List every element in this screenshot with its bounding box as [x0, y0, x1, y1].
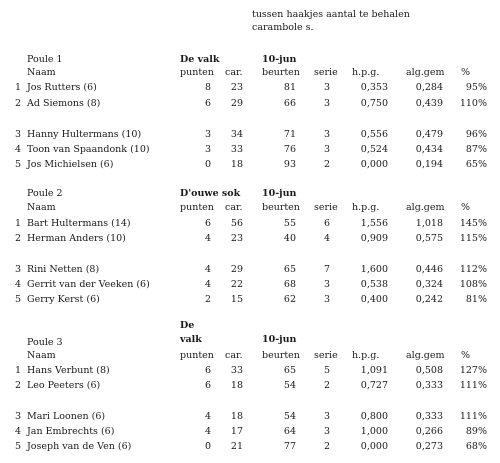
cell-serie: 2: [323, 380, 330, 391]
player-name: Hans Verbunt (8): [27, 365, 110, 376]
player-name: Gerrit van der Veeken (6): [27, 279, 150, 290]
player-name: Hanny Hultermans (10): [27, 129, 142, 140]
column-header-punten: punten: [180, 202, 214, 213]
cell-beurten: 54: [283, 411, 296, 422]
cell-car: 34: [230, 129, 243, 140]
cell-car: 23: [230, 233, 243, 244]
column-header-row: [0, 201, 500, 215]
table-row: [0, 232, 500, 246]
cell-hpg: 0,000: [360, 159, 388, 170]
cell-beurten: 77: [283, 441, 296, 452]
cell-punten: 6: [204, 380, 211, 391]
cell-beurten: 71: [283, 129, 296, 140]
cell-beurten: 65: [283, 365, 296, 376]
cell-alg: 1,018: [415, 218, 443, 229]
rank-number: 2: [14, 98, 21, 109]
cell-alg: 0,324: [415, 279, 443, 290]
poule-title-row: [0, 187, 500, 201]
column-header-beurten: beurten: [262, 350, 300, 361]
table-row: [0, 97, 500, 111]
column-header-car: car.: [225, 202, 243, 213]
cell-alg: 0,194: [415, 159, 443, 170]
cell-punten: 4: [204, 426, 211, 437]
poule-title: Poule 2: [27, 188, 63, 199]
rank-number: 3: [14, 264, 21, 275]
cell-punten: 4: [204, 411, 211, 422]
cell-serie: 3: [323, 129, 330, 140]
rank-number: 5: [14, 441, 21, 452]
cell-car: 18: [230, 411, 243, 422]
cell-serie: 5: [323, 365, 330, 376]
rank-number: 2: [14, 233, 21, 244]
player-name: Mari Loonen (6): [27, 411, 106, 422]
cell-beurten: 62: [283, 294, 296, 305]
player-name: Ad Siemons (8): [27, 98, 101, 109]
cell-alg: 0,266: [415, 426, 443, 437]
cell-serie: 7: [323, 264, 330, 275]
caption-line-1: tussen haakjes aantal te behalen: [252, 9, 410, 20]
cell-car: 33: [230, 365, 243, 376]
cell-alg: 0,273: [415, 441, 443, 452]
cell-serie: 4: [323, 233, 330, 244]
caption-note: [252, 8, 410, 34]
poule-title-row: [0, 320, 500, 348]
caption-line-2: carambole s.: [252, 22, 314, 33]
cell-hpg: 0,000: [360, 441, 388, 452]
cell-serie: 3: [323, 82, 330, 93]
cell-pct: 127%: [459, 365, 487, 376]
cell-car: 17: [230, 426, 243, 437]
cell-hpg: 1,600: [360, 264, 388, 275]
column-header-hpg: h.p.g.: [352, 202, 380, 213]
column-header-hpg: h.p.g.: [352, 350, 380, 361]
cell-car: 22: [230, 279, 243, 290]
cell-car: 23: [230, 82, 243, 93]
cell-beurten: 81: [283, 82, 296, 93]
cell-car: 18: [230, 159, 243, 170]
rank-number: 2: [14, 380, 21, 391]
column-header-alg: alg.gem: [406, 350, 445, 361]
cell-beurten: 68: [283, 279, 296, 290]
cell-serie: 3: [323, 411, 330, 422]
cell-alg: 0,434: [415, 144, 443, 155]
poule-title: Poule 3: [27, 337, 63, 348]
cell-beurten: 40: [283, 233, 296, 244]
cell-pct: 68%: [465, 441, 487, 452]
cell-serie: 2: [323, 441, 330, 452]
table-row: [0, 410, 500, 424]
cell-beurten: 76: [283, 144, 296, 155]
cell-pct: 115%: [459, 233, 487, 244]
rank-number: 5: [14, 159, 21, 170]
poule-title: Poule 1: [27, 54, 63, 65]
cell-punten: 3: [204, 144, 211, 155]
cell-serie: 3: [323, 98, 330, 109]
column-header-punten: punten: [180, 67, 214, 78]
cell-hpg: 0,800: [360, 411, 388, 422]
cell-serie: 3: [323, 279, 330, 290]
column-header-naam: Naam: [27, 67, 56, 78]
cell-punten: 4: [204, 264, 211, 275]
rank-number: 4: [14, 279, 21, 290]
cell-pct: 111%: [459, 380, 487, 391]
table-row: [0, 278, 500, 292]
cell-hpg: 1,556: [360, 218, 388, 229]
table-row: [0, 128, 500, 142]
poule-club-line-2: valk: [180, 334, 202, 345]
cell-beurten: 55: [283, 218, 296, 229]
rank-number: 1: [14, 365, 21, 376]
cell-alg: 0,333: [415, 380, 443, 391]
player-name: Rini Netten (8): [27, 264, 100, 275]
cell-punten: 6: [204, 218, 211, 229]
cell-pct: 65%: [465, 159, 487, 170]
cell-beurten: 64: [283, 426, 296, 437]
cell-serie: 6: [323, 218, 330, 229]
cell-hpg: 0,909: [360, 233, 388, 244]
column-header-alg: alg.gem: [406, 202, 445, 213]
poule-date: 10-jun: [262, 334, 297, 345]
rank-number: 1: [14, 218, 21, 229]
cell-car: 29: [230, 264, 243, 275]
column-header-punten: punten: [180, 350, 214, 361]
player-name: Jan Embrechts (6): [27, 426, 115, 437]
table-row: [0, 217, 500, 231]
column-header-pct: %: [461, 350, 471, 361]
poule-club: De valk: [180, 54, 220, 65]
cell-car: 21: [230, 441, 243, 452]
column-header-beurten: beurten: [262, 67, 300, 78]
cell-alg: 0,284: [415, 82, 443, 93]
cell-car: 56: [230, 218, 243, 229]
poule-club: De: [180, 320, 195, 331]
cell-alg: 0,439: [415, 98, 443, 109]
poule-date: 10-jun: [262, 54, 297, 65]
cell-punten: 0: [204, 159, 211, 170]
table-row: [0, 263, 500, 277]
player-name: Jos Michielsen (6): [27, 159, 114, 170]
cell-beurten: 66: [283, 98, 296, 109]
rank-number: 3: [14, 129, 21, 140]
cell-hpg: 1,091: [360, 365, 388, 376]
cell-hpg: 0,353: [360, 82, 388, 93]
cell-punten: 6: [204, 365, 211, 376]
column-header-car: car.: [225, 67, 243, 78]
cell-alg: 0,575: [415, 233, 443, 244]
cell-pct: 95%: [465, 82, 487, 93]
cell-pct: 81%: [465, 294, 487, 305]
cell-alg: 0,479: [415, 129, 443, 140]
column-header-hpg: h.p.g.: [352, 67, 380, 78]
cell-pct: 111%: [459, 411, 487, 422]
column-header-row: [0, 349, 500, 363]
cell-alg: 0,242: [415, 294, 443, 305]
cell-punten: 4: [204, 233, 211, 244]
cell-hpg: 0,727: [360, 380, 388, 391]
cell-hpg: 0,556: [360, 129, 388, 140]
column-header-pct: %: [461, 202, 471, 213]
player-name: Joseph van de Ven (6): [27, 441, 132, 452]
column-header-row: [0, 66, 500, 80]
cell-hpg: 0,750: [360, 98, 388, 109]
cell-hpg: 0,400: [360, 294, 388, 305]
poule-date: 10-jun: [262, 188, 297, 199]
poule-club: D'ouwe sok: [180, 188, 241, 199]
cell-alg: 0,333: [415, 411, 443, 422]
player-name: Jos Rutters (6): [27, 82, 97, 93]
cell-pct: 96%: [465, 129, 487, 140]
cell-pct: 87%: [465, 144, 487, 155]
cell-alg: 0,446: [415, 264, 443, 275]
cell-car: 33: [230, 144, 243, 155]
cell-beurten: 65: [283, 264, 296, 275]
cell-hpg: 0,524: [360, 144, 388, 155]
cell-beurten: 93: [283, 159, 296, 170]
cell-serie: 3: [323, 426, 330, 437]
cell-serie: 3: [323, 294, 330, 305]
cell-serie: 2: [323, 159, 330, 170]
rank-number: 4: [14, 144, 21, 155]
cell-alg: 0,508: [415, 365, 443, 376]
table-row: [0, 364, 500, 378]
cell-car: 15: [230, 294, 243, 305]
column-header-serie: serie: [314, 202, 338, 213]
cell-punten: 6: [204, 98, 211, 109]
rank-number: 5: [14, 294, 21, 305]
poule-title-row: [0, 53, 500, 67]
cell-punten: 0: [204, 441, 211, 452]
cell-car: 29: [230, 98, 243, 109]
cell-serie: 3: [323, 144, 330, 155]
cell-pct: 145%: [459, 218, 487, 229]
cell-punten: 4: [204, 279, 211, 290]
cell-pct: 89%: [465, 426, 487, 437]
rank-number: 3: [14, 411, 21, 422]
column-header-beurten: beurten: [262, 202, 300, 213]
column-header-naam: Naam: [27, 202, 56, 213]
cell-punten: 2: [204, 294, 211, 305]
cell-pct: 110%: [459, 98, 487, 109]
column-header-naam: Naam: [27, 350, 56, 361]
cell-pct: 108%: [459, 279, 487, 290]
table-row: [0, 379, 500, 393]
table-row: [0, 293, 500, 307]
cell-pct: 112%: [459, 264, 487, 275]
player-name: Bart Hultermans (14): [27, 218, 131, 229]
cell-car: 18: [230, 380, 243, 391]
column-header-pct: %: [461, 67, 471, 78]
table-row: [0, 143, 500, 157]
table-row: [0, 158, 500, 172]
player-name: Leo Peeters (6): [27, 380, 101, 391]
table-row: [0, 81, 500, 95]
table-row: [0, 425, 500, 439]
cell-hpg: 0,538: [360, 279, 388, 290]
cell-punten: 8: [204, 82, 211, 93]
player-name: Toon van Spaandonk (10): [27, 144, 150, 155]
table-row: [0, 440, 500, 454]
player-name: Gerry Kerst (6): [27, 294, 100, 305]
player-name: Herman Anders (10): [27, 233, 126, 244]
cell-beurten: 54: [283, 380, 296, 391]
rank-number: 1: [14, 82, 21, 93]
rank-number: 4: [14, 426, 21, 437]
cell-hpg: 1,000: [360, 426, 388, 437]
column-header-serie: serie: [314, 350, 338, 361]
column-header-car: car.: [225, 350, 243, 361]
column-header-alg: alg.gem: [406, 67, 445, 78]
column-header-serie: serie: [314, 67, 338, 78]
cell-punten: 3: [204, 129, 211, 140]
